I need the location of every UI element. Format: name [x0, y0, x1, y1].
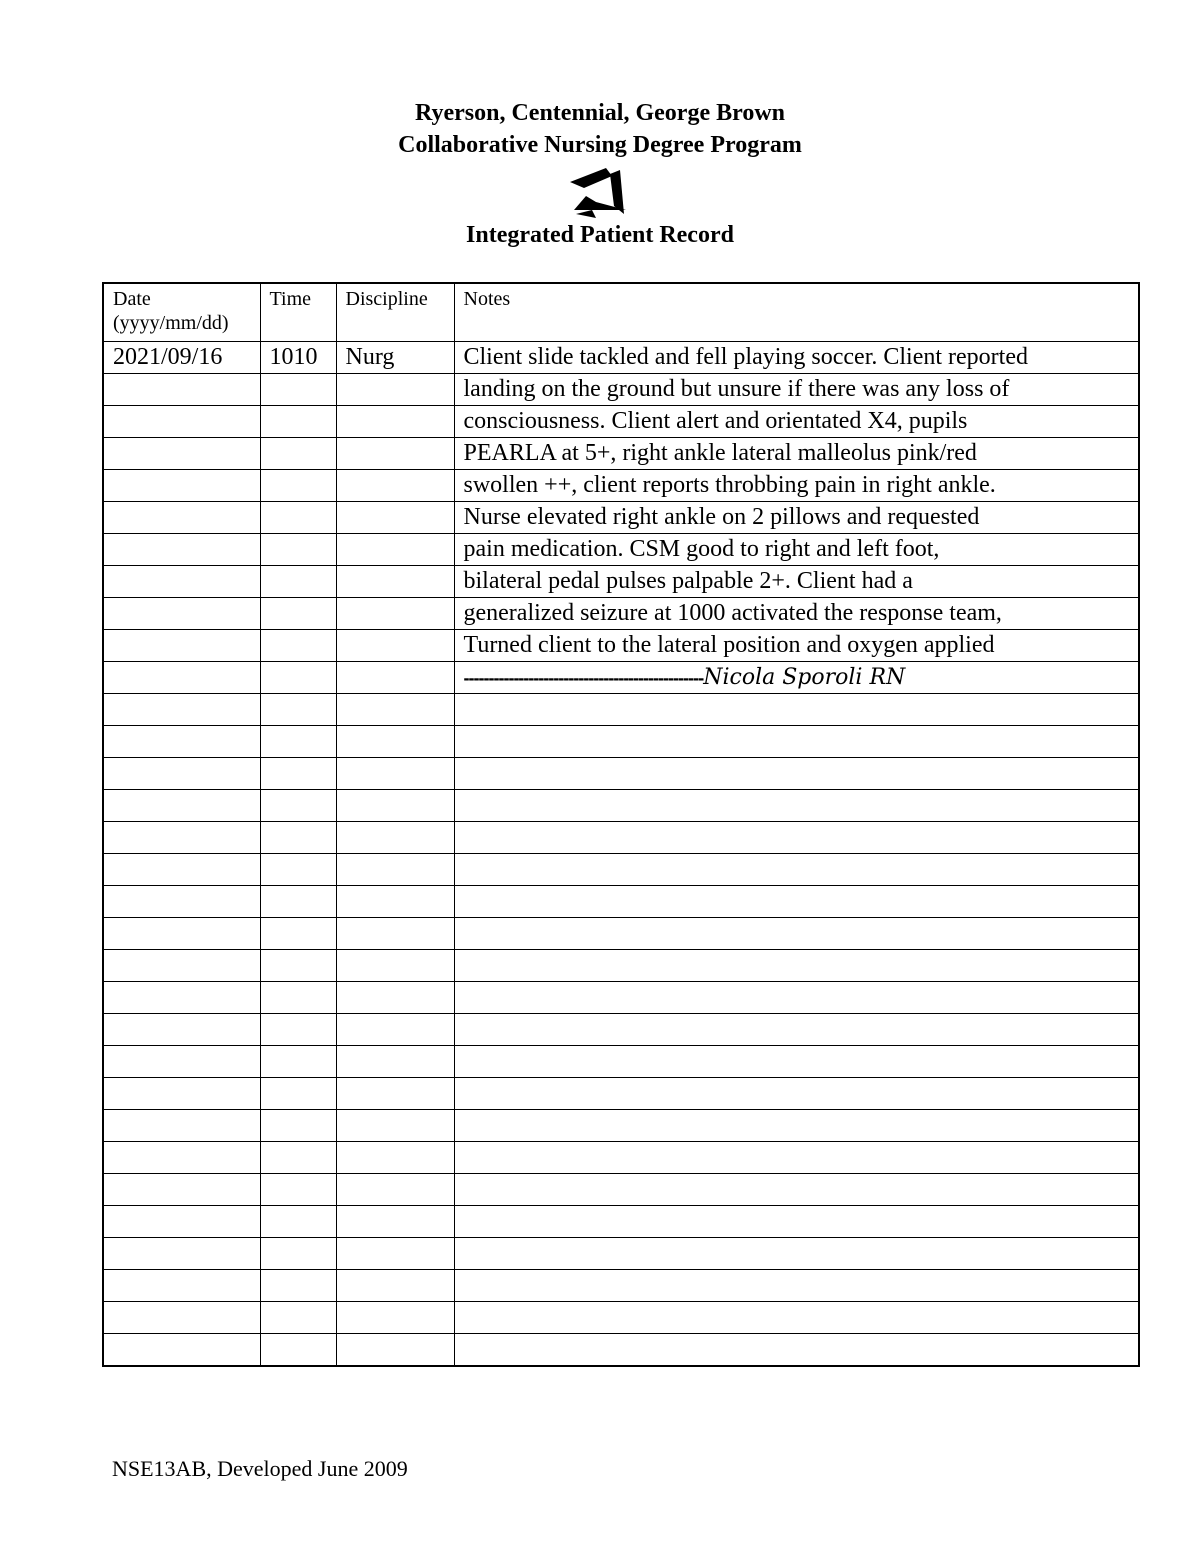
- date-cell[interactable]: [103, 1302, 260, 1334]
- blank-table-row: [103, 1046, 1139, 1078]
- nurse-signature: Nicola Sporoli RN: [703, 665, 906, 690]
- form-footer: NSE13AB, Developed June 2009: [112, 1456, 408, 1481]
- date-cell[interactable]: [103, 790, 260, 822]
- blank-table-row: [103, 918, 1139, 950]
- date-cell[interactable]: [103, 502, 260, 534]
- blank-table-row: [103, 982, 1139, 1014]
- discipline-cell[interactable]: [336, 1174, 454, 1206]
- table-row: [103, 534, 1139, 566]
- signature-line: ------------------------------------------------: [463, 668, 704, 688]
- discipline-column-header: Discipline: [336, 283, 454, 342]
- date-cell[interactable]: [103, 534, 260, 566]
- discipline-cell[interactable]: [336, 1078, 454, 1110]
- discipline-cell[interactable]: [336, 950, 454, 982]
- notes-cell[interactable]: [454, 982, 1139, 1014]
- blank-table-row: [103, 758, 1139, 790]
- blank-table-row: [103, 694, 1139, 726]
- date-cell[interactable]: [103, 598, 260, 630]
- notes-cell[interactable]: [454, 662, 1139, 694]
- discipline-cell[interactable]: [336, 630, 454, 662]
- table-row: [103, 342, 1139, 374]
- table-row: [103, 502, 1139, 534]
- date-cell[interactable]: [103, 886, 260, 918]
- notes-cell[interactable]: swollen ++, client reports throbbing pain in right ankle.: [454, 470, 1139, 502]
- time-cell[interactable]: [260, 886, 336, 918]
- notes-cell[interactable]: [454, 1046, 1139, 1078]
- time-cell[interactable]: [260, 1014, 336, 1046]
- blank-table-row: [103, 726, 1139, 758]
- blank-table-row: [103, 1270, 1139, 1302]
- date-cell[interactable]: [103, 726, 260, 758]
- blank-table-row: [103, 1014, 1139, 1046]
- date-cell[interactable]: [103, 1206, 260, 1238]
- discipline-cell[interactable]: [336, 1270, 454, 1302]
- discipline-cell[interactable]: [336, 1206, 454, 1238]
- date-cell[interactable]: [103, 950, 260, 982]
- signature-row: [103, 662, 1139, 694]
- discipline-cell[interactable]: Nurg: [336, 342, 454, 374]
- date-cell[interactable]: [103, 918, 260, 950]
- discipline-cell[interactable]: [336, 1142, 454, 1174]
- discipline-cell[interactable]: [336, 502, 454, 534]
- time-cell[interactable]: [260, 470, 336, 502]
- notes-cell[interactable]: [454, 886, 1139, 918]
- notes-cell[interactable]: [454, 1206, 1139, 1238]
- notes-cell[interactable]: [454, 1174, 1139, 1206]
- table-row: [103, 406, 1139, 438]
- time-cell[interactable]: [260, 726, 336, 758]
- time-cell[interactable]: [260, 1334, 336, 1367]
- triangular-arrows-logo-icon: [566, 166, 632, 220]
- discipline-cell[interactable]: [336, 1110, 454, 1142]
- notes-cell[interactable]: [454, 854, 1139, 886]
- time-column-header: Time: [260, 283, 336, 342]
- notes-cell[interactable]: [454, 1110, 1139, 1142]
- notes-cell[interactable]: [454, 950, 1139, 982]
- time-cell[interactable]: [260, 598, 336, 630]
- date-cell[interactable]: [103, 1014, 260, 1046]
- notes-cell[interactable]: [454, 822, 1139, 854]
- date-cell[interactable]: [103, 630, 260, 662]
- discipline-cell[interactable]: [336, 854, 454, 886]
- blank-table-row: [103, 1206, 1139, 1238]
- program-name: Collaborative Nursing Degree Program: [398, 132, 802, 158]
- time-cell[interactable]: [260, 950, 336, 982]
- notes-cell[interactable]: [454, 1270, 1139, 1302]
- date-cell[interactable]: [103, 1046, 260, 1078]
- blank-table-row: [103, 790, 1139, 822]
- date-cell[interactable]: [103, 662, 260, 694]
- blank-table-row: [103, 1302, 1139, 1334]
- date-cell[interactable]: [103, 1110, 260, 1142]
- date-cell[interactable]: [103, 566, 260, 598]
- time-cell[interactable]: [260, 406, 336, 438]
- notes-cell[interactable]: [454, 1334, 1139, 1367]
- notes-cell[interactable]: PEARLA at 5+, right ankle lateral malleolus pink/red: [454, 438, 1139, 470]
- blank-table-row: [103, 1110, 1139, 1142]
- blank-table-row: [103, 822, 1139, 854]
- notes-cell[interactable]: [454, 1238, 1139, 1270]
- discipline-cell[interactable]: [336, 1014, 454, 1046]
- date-cell[interactable]: [103, 406, 260, 438]
- time-cell[interactable]: [260, 1206, 336, 1238]
- date-cell[interactable]: [103, 758, 260, 790]
- blank-table-row: [103, 854, 1139, 886]
- date-cell[interactable]: [103, 438, 260, 470]
- notes-cell[interactable]: generalized seizure at 1000 activated the response team,: [454, 598, 1139, 630]
- document-title: Integrated Patient Record: [466, 222, 734, 248]
- notes-cell[interactable]: pain medication. CSM good to right and left foot,: [454, 534, 1139, 566]
- notes-cell[interactable]: Nurse elevated right ankle on 2 pillows and requested: [454, 502, 1139, 534]
- discipline-cell[interactable]: [336, 886, 454, 918]
- table-row: [103, 566, 1139, 598]
- date-cell[interactable]: [103, 982, 260, 1014]
- notes-cell[interactable]: Turned client to the lateral position and oxygen applied: [454, 630, 1139, 662]
- blank-table-row: [103, 1174, 1139, 1206]
- time-cell[interactable]: [260, 822, 336, 854]
- notes-column-header: Notes: [454, 283, 1139, 342]
- blank-table-row: [103, 886, 1139, 918]
- notes-cell[interactable]: [454, 1302, 1139, 1334]
- table-row: [103, 374, 1139, 406]
- time-cell[interactable]: [260, 534, 336, 566]
- blank-table-row: [103, 1142, 1139, 1174]
- time-cell[interactable]: [260, 854, 336, 886]
- notes-cell[interactable]: [454, 758, 1139, 790]
- table-header-row: [103, 283, 1139, 342]
- time-cell[interactable]: [260, 982, 336, 1014]
- discipline-cell[interactable]: [336, 534, 454, 566]
- notes-cell[interactable]: [454, 790, 1139, 822]
- date-cell[interactable]: [103, 374, 260, 406]
- discipline-cell[interactable]: [336, 982, 454, 1014]
- discipline-cell[interactable]: [336, 790, 454, 822]
- notes-cell[interactable]: landing on the ground but unsure if there was any loss of: [454, 374, 1139, 406]
- discipline-cell[interactable]: [336, 1302, 454, 1334]
- time-cell[interactable]: [260, 790, 336, 822]
- date-cell[interactable]: [103, 1270, 260, 1302]
- time-cell[interactable]: [260, 1302, 336, 1334]
- time-cell[interactable]: [260, 1270, 336, 1302]
- table-row: [103, 470, 1139, 502]
- discipline-cell[interactable]: [336, 918, 454, 950]
- notes-cell[interactable]: [454, 1142, 1139, 1174]
- notes-cell[interactable]: [454, 726, 1139, 758]
- notes-cell[interactable]: Client slide tackled and fell playing soccer. Client reported: [454, 342, 1139, 374]
- time-cell[interactable]: [260, 758, 336, 790]
- date-column-header: Date (yyyy/mm/dd): [103, 283, 260, 342]
- date-cell[interactable]: [103, 1334, 260, 1367]
- time-cell[interactable]: [260, 630, 336, 662]
- notes-cell[interactable]: [454, 1078, 1139, 1110]
- date-cell[interactable]: [103, 1142, 260, 1174]
- discipline-cell[interactable]: [336, 726, 454, 758]
- discipline-cell[interactable]: [336, 438, 454, 470]
- time-cell[interactable]: [260, 1046, 336, 1078]
- date-cell[interactable]: [103, 822, 260, 854]
- notes-cell[interactable]: bilateral pedal pulses palpable 2+. Client had a: [454, 566, 1139, 598]
- time-cell[interactable]: [260, 1142, 336, 1174]
- time-cell[interactable]: [260, 374, 336, 406]
- date-cell[interactable]: 2021/09/16: [103, 342, 260, 374]
- discipline-cell[interactable]: [336, 470, 454, 502]
- blank-table-row: [103, 1334, 1139, 1367]
- table-row: [103, 438, 1139, 470]
- discipline-cell[interactable]: [336, 662, 454, 694]
- date-cell[interactable]: [103, 694, 260, 726]
- time-cell[interactable]: [260, 1174, 336, 1206]
- discipline-cell[interactable]: [336, 598, 454, 630]
- discipline-cell[interactable]: [336, 1334, 454, 1367]
- discipline-cell[interactable]: [336, 566, 454, 598]
- discipline-cell[interactable]: [336, 758, 454, 790]
- time-cell[interactable]: [260, 566, 336, 598]
- notes-cell[interactable]: [454, 1014, 1139, 1046]
- blank-table-row: [103, 1078, 1139, 1110]
- time-cell[interactable]: 1010: [260, 342, 336, 374]
- discipline-cell[interactable]: [336, 374, 454, 406]
- institution-names: Ryerson, Centennial, George Brown: [414, 100, 786, 126]
- discipline-cell[interactable]: [336, 822, 454, 854]
- time-cell[interactable]: [260, 918, 336, 950]
- time-cell[interactable]: [260, 662, 336, 694]
- date-cell[interactable]: [103, 1238, 260, 1270]
- blank-table-row: [103, 1238, 1139, 1270]
- notes-cell[interactable]: [454, 918, 1139, 950]
- time-cell[interactable]: [260, 1238, 336, 1270]
- blank-table-row: [103, 950, 1139, 982]
- date-cell[interactable]: [103, 1174, 260, 1206]
- notes-cell[interactable]: consciousness. Client alert and orientated X4, pupils: [454, 406, 1139, 438]
- date-cell[interactable]: [103, 1078, 260, 1110]
- table-row: [103, 630, 1139, 662]
- date-cell[interactable]: [103, 470, 260, 502]
- time-cell[interactable]: [260, 438, 336, 470]
- discipline-cell[interactable]: [336, 694, 454, 726]
- notes-cell[interactable]: [454, 694, 1139, 726]
- time-cell[interactable]: [260, 1078, 336, 1110]
- discipline-cell[interactable]: [336, 406, 454, 438]
- table-row: [103, 598, 1139, 630]
- patient-record-table: [102, 282, 1140, 1367]
- discipline-cell[interactable]: [336, 1238, 454, 1270]
- time-cell[interactable]: [260, 502, 336, 534]
- date-cell[interactable]: [103, 854, 260, 886]
- time-cell[interactable]: [260, 694, 336, 726]
- discipline-cell[interactable]: [336, 1046, 454, 1078]
- time-cell[interactable]: [260, 1110, 336, 1142]
